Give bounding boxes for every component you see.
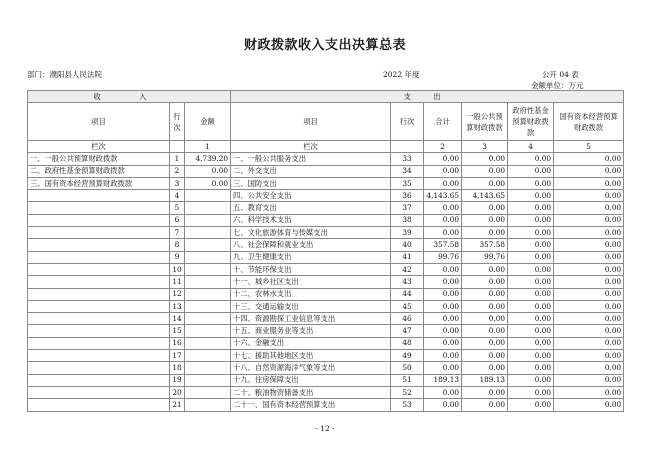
table-row — [28, 374, 624, 386]
fund-budget-amount: 0.00 — [508, 300, 554, 312]
income-item — [28, 251, 170, 263]
general-budget-amount: 0.00 — [462, 313, 508, 325]
income-item — [28, 227, 170, 239]
total-amount: 0.00 — [424, 165, 462, 177]
table-row — [28, 153, 624, 165]
expense-item: 十、节能环保支出 — [231, 263, 391, 275]
income-item — [28, 263, 170, 275]
header-general-budget: 一般公共预算财政拨款 — [462, 103, 508, 141]
income-row-no: 5 — [170, 202, 185, 214]
income-section-label: 收 入 — [28, 91, 231, 103]
expense-item: 十六、金融支出 — [231, 337, 391, 349]
table-row — [28, 190, 624, 202]
fund-budget-amount: 0.00 — [508, 214, 554, 226]
expense-item: 二、外交支出 — [231, 165, 391, 177]
income-row-no: 21 — [170, 399, 185, 411]
general-budget-amount: 0.00 — [462, 386, 508, 398]
capital-budget-amount: 0.00 — [554, 386, 624, 398]
income-amount — [185, 239, 231, 251]
expense-row-no: 41 — [391, 251, 424, 263]
income-row-no: 4 — [170, 190, 185, 202]
income-item — [28, 337, 170, 349]
income-row-no: 12 — [170, 288, 185, 300]
expense-row-no: 38 — [391, 214, 424, 226]
income-row-no: 19 — [170, 374, 185, 386]
year-label: 2022 年度 — [383, 70, 420, 79]
expense-item: 十一、城乡社区支出 — [231, 276, 391, 288]
expense-item: 六、科学技术支出 — [231, 214, 391, 226]
expense-item: 十五、商业服务业等支出 — [231, 325, 391, 337]
lanci-col-2: 2 — [424, 141, 462, 153]
table-row — [28, 202, 624, 214]
capital-budget-amount: 0.00 — [554, 374, 624, 386]
income-row-no: 14 — [170, 313, 185, 325]
table-row — [28, 350, 624, 362]
expense-item: 二十、粮油物资储备支出 — [231, 386, 391, 398]
expense-row-no: 34 — [391, 165, 424, 177]
total-amount: 0.00 — [424, 214, 462, 226]
table-row — [28, 300, 624, 312]
expense-item: 十七、援助其他地区支出 — [231, 350, 391, 362]
income-item — [28, 362, 170, 374]
expense-row-no: 45 — [391, 300, 424, 312]
unit-label: 金额单位：万元 — [531, 81, 584, 90]
general-budget-amount: 0.00 — [462, 202, 508, 214]
expense-row-no: 48 — [391, 337, 424, 349]
header-capital-budget: 国有资本经营预算财政拨款 — [554, 103, 624, 141]
capital-budget-amount: 0.00 — [554, 300, 624, 312]
total-amount: 0.00 — [424, 153, 462, 165]
income-item: 一、一般公共预算财政拨款 — [28, 153, 170, 165]
income-item — [28, 325, 170, 337]
total-amount: 99.76 — [424, 251, 462, 263]
income-row-no: 10 — [170, 263, 185, 275]
table-row — [28, 165, 624, 177]
capital-budget-amount: 0.00 — [554, 190, 624, 202]
income-amount — [185, 325, 231, 337]
capital-budget-amount: 0.00 — [554, 313, 624, 325]
income-amount — [185, 300, 231, 312]
income-item — [28, 276, 170, 288]
income-row-no: 11 — [170, 276, 185, 288]
capital-budget-amount: 0.00 — [554, 251, 624, 263]
expense-row-no: 43 — [391, 276, 424, 288]
general-budget-amount: 0.00 — [462, 325, 508, 337]
capital-budget-amount: 0.00 — [554, 214, 624, 226]
expense-row-no: 49 — [391, 350, 424, 362]
expense-row-no: 52 — [391, 386, 424, 398]
lanci-col-4: 4 — [508, 141, 554, 153]
income-amount — [185, 374, 231, 386]
capital-budget-amount: 0.00 — [554, 325, 624, 337]
total-amount: 0.00 — [424, 325, 462, 337]
header-income-item: 项目 — [28, 103, 170, 141]
capital-budget-amount: 0.00 — [554, 263, 624, 275]
total-amount: 0.00 — [424, 202, 462, 214]
table-row — [28, 313, 624, 325]
income-item — [28, 300, 170, 312]
table-code-label: 公开 04 表 — [542, 70, 579, 79]
total-amount: 0.00 — [424, 399, 462, 411]
header-income-row-no: 行次 — [170, 103, 185, 141]
capital-budget-amount: 0.00 — [554, 276, 624, 288]
fund-budget-amount: 0.00 — [508, 227, 554, 239]
general-budget-amount: 0.00 — [462, 263, 508, 275]
table-row — [28, 251, 624, 263]
expense-row-no: 47 — [391, 325, 424, 337]
fund-budget-amount: 0.00 — [508, 325, 554, 337]
income-row-no: 13 — [170, 300, 185, 312]
total-amount: 4,143.65 — [424, 190, 462, 202]
expense-row-no: 50 — [391, 362, 424, 374]
income-item — [28, 313, 170, 325]
expense-item: 十八、自然资源海洋气象等支出 — [231, 362, 391, 374]
income-item: 三、国有资本经营预算财政拨款 — [28, 177, 170, 189]
income-amount — [185, 263, 231, 275]
expense-item: 十二、农林水支出 — [231, 288, 391, 300]
page-title: 财政拨款收入支出决算总表 — [243, 38, 406, 53]
income-item — [28, 202, 170, 214]
total-amount: 189.13 — [424, 374, 462, 386]
lanci-label: 栏次 — [28, 141, 170, 153]
table-row — [28, 337, 624, 349]
total-amount: 0.00 — [424, 288, 462, 300]
total-amount: 0.00 — [424, 337, 462, 349]
header-amount: 金额 — [185, 103, 231, 141]
table-row — [28, 276, 624, 288]
fund-budget-amount: 0.00 — [508, 374, 554, 386]
table-row — [28, 239, 624, 251]
expense-row-no: 51 — [391, 374, 424, 386]
total-amount: 0.00 — [424, 386, 462, 398]
income-item — [28, 350, 170, 362]
income-item: 二、政府性基金预算财政拨款 — [28, 165, 170, 177]
total-amount: 0.00 — [424, 300, 462, 312]
general-budget-amount: 0.00 — [462, 300, 508, 312]
total-amount: 0.00 — [424, 276, 462, 288]
fund-budget-amount: 0.00 — [508, 337, 554, 349]
income-amount — [185, 362, 231, 374]
income-item — [28, 374, 170, 386]
header-total: 合计 — [424, 103, 462, 141]
income-amount — [185, 313, 231, 325]
income-item — [28, 386, 170, 398]
table-row — [28, 214, 624, 226]
fund-budget-amount: 0.00 — [508, 350, 554, 362]
table-row — [28, 325, 624, 337]
general-budget-amount: 0.00 — [462, 227, 508, 239]
income-row-no: 3 — [170, 177, 185, 189]
capital-budget-amount: 0.00 — [554, 288, 624, 300]
capital-budget-amount: 0.00 — [554, 227, 624, 239]
total-amount: 0.00 — [424, 263, 462, 275]
income-row-no: 9 — [170, 251, 185, 263]
income-amount — [185, 227, 231, 239]
general-budget-amount: 0.00 — [462, 350, 508, 362]
fund-budget-amount: 0.00 — [508, 386, 554, 398]
fund-budget-amount: 0.00 — [508, 399, 554, 411]
expense-row-no: 36 — [391, 190, 424, 202]
income-row-no: 1 — [170, 153, 185, 165]
fund-budget-amount: 0.00 — [508, 263, 554, 275]
income-row-no: 16 — [170, 337, 185, 349]
income-item — [28, 239, 170, 251]
lanci-empty-expense — [391, 141, 424, 153]
table-row — [28, 263, 624, 275]
header-expense-row-no: 行次 — [391, 103, 424, 141]
income-amount: 4,739.20 — [185, 153, 231, 165]
income-amount — [185, 288, 231, 300]
expense-row-no: 33 — [391, 153, 424, 165]
lanci-col-1: 1 — [185, 141, 231, 153]
department-label: 部门：濮阳县人民法院 — [27, 70, 102, 79]
table-row — [28, 399, 624, 411]
general-budget-amount: 189.13 — [462, 374, 508, 386]
income-amount: 0.00 — [185, 165, 231, 177]
capital-budget-amount: 0.00 — [554, 350, 624, 362]
income-amount — [185, 276, 231, 288]
income-amount — [185, 251, 231, 263]
expense-row-no: 53 — [391, 399, 424, 411]
income-item — [28, 399, 170, 411]
total-amount: 0.00 — [424, 177, 462, 189]
income-item — [28, 214, 170, 226]
lanci-empty — [170, 141, 185, 153]
expense-item: 三、国防支出 — [231, 177, 391, 189]
income-row-no: 15 — [170, 325, 185, 337]
capital-budget-amount: 0.00 — [554, 362, 624, 374]
income-amount — [185, 350, 231, 362]
income-amount — [185, 337, 231, 349]
expense-row-no: 42 — [391, 263, 424, 275]
capital-budget-amount: 0.00 — [554, 399, 624, 411]
expense-section-label: 支 出 — [231, 91, 624, 103]
fund-budget-amount: 0.00 — [508, 190, 554, 202]
table-row — [28, 227, 624, 239]
page-number: - 12 - — [315, 424, 335, 433]
income-item — [28, 288, 170, 300]
fund-budget-amount: 0.00 — [508, 177, 554, 189]
expense-row-no: 40 — [391, 239, 424, 251]
income-amount — [185, 386, 231, 398]
expense-item: 一、一般公共服务支出 — [231, 153, 391, 165]
expense-item: 五、教育支出 — [231, 202, 391, 214]
header-fund-budget: 政府性基金预算财政拨款 — [508, 103, 554, 141]
income-row-no: 2 — [170, 165, 185, 177]
general-budget-amount: 0.00 — [462, 153, 508, 165]
fund-budget-amount: 0.00 — [508, 362, 554, 374]
income-amount: 0.00 — [185, 177, 231, 189]
general-budget-amount: 0.00 — [462, 165, 508, 177]
fund-budget-amount: 0.00 — [508, 202, 554, 214]
table-row — [28, 288, 624, 300]
income-row-no: 17 — [170, 350, 185, 362]
budget-summary-table — [27, 90, 624, 412]
general-budget-amount: 0.00 — [462, 214, 508, 226]
fund-budget-amount: 0.00 — [508, 276, 554, 288]
total-amount: 0.00 — [424, 227, 462, 239]
general-budget-amount: 0.00 — [462, 337, 508, 349]
income-amount — [185, 399, 231, 411]
general-budget-amount: 0.00 — [462, 276, 508, 288]
expense-row-no: 46 — [391, 313, 424, 325]
fund-budget-amount: 0.00 — [508, 251, 554, 263]
capital-budget-amount: 0.00 — [554, 239, 624, 251]
lanci-col-3: 3 — [462, 141, 508, 153]
income-amount — [185, 202, 231, 214]
expense-row-no: 37 — [391, 202, 424, 214]
income-amount — [185, 214, 231, 226]
fund-budget-amount: 0.00 — [508, 288, 554, 300]
income-amount — [185, 190, 231, 202]
income-row-no: 20 — [170, 386, 185, 398]
section-header-row — [28, 91, 624, 103]
income-row-no: 8 — [170, 239, 185, 251]
general-budget-amount: 99.76 — [462, 251, 508, 263]
capital-budget-amount: 0.00 — [554, 165, 624, 177]
fund-budget-amount: 0.00 — [508, 165, 554, 177]
expense-row-no: 44 — [391, 288, 424, 300]
expense-item: 二十一、国有资本经营预算支出 — [231, 399, 391, 411]
general-budget-amount: 0.00 — [462, 177, 508, 189]
column-header-row — [28, 103, 624, 141]
expense-row-no: 39 — [391, 227, 424, 239]
income-row-no: 18 — [170, 362, 185, 374]
table-row — [28, 177, 624, 189]
capital-budget-amount: 0.00 — [554, 153, 624, 165]
expense-item: 十九、住房保障支出 — [231, 374, 391, 386]
total-amount: 357.58 — [424, 239, 462, 251]
total-amount: 0.00 — [424, 362, 462, 374]
fund-budget-amount: 0.00 — [508, 153, 554, 165]
general-budget-amount: 0.00 — [462, 399, 508, 411]
income-row-no: 7 — [170, 227, 185, 239]
capital-budget-amount: 0.00 — [554, 202, 624, 214]
expense-item: 九、卫生健康支出 — [231, 251, 391, 263]
capital-budget-amount: 0.00 — [554, 177, 624, 189]
table-row — [28, 362, 624, 374]
expense-row-no: 35 — [391, 177, 424, 189]
general-budget-amount: 357.58 — [462, 239, 508, 251]
general-budget-amount: 0.00 — [462, 362, 508, 374]
lanci-col-5: 5 — [554, 141, 624, 153]
capital-budget-amount: 0.00 — [554, 337, 624, 349]
expense-item: 十三、交通运输支出 — [231, 300, 391, 312]
expense-item: 十四、资源勘探工业信息等支出 — [231, 313, 391, 325]
income-item — [28, 190, 170, 202]
general-budget-amount: 0.00 — [462, 288, 508, 300]
income-row-no: 6 — [170, 214, 185, 226]
header-expense-item: 项目 — [231, 103, 391, 141]
general-budget-amount: 4,143.65 — [462, 190, 508, 202]
total-amount: 0.00 — [424, 313, 462, 325]
lanci-label-expense: 栏次 — [231, 141, 391, 153]
expense-item: 七、文化旅游体育与传媒支出 — [231, 227, 391, 239]
fund-budget-amount: 0.00 — [508, 239, 554, 251]
table-row — [28, 386, 624, 398]
expense-item: 四、公共安全支出 — [231, 190, 391, 202]
fund-budget-amount: 0.00 — [508, 313, 554, 325]
total-amount: 0.00 — [424, 350, 462, 362]
lanci-row — [28, 141, 624, 153]
expense-item: 八、社会保障和就业支出 — [231, 239, 391, 251]
